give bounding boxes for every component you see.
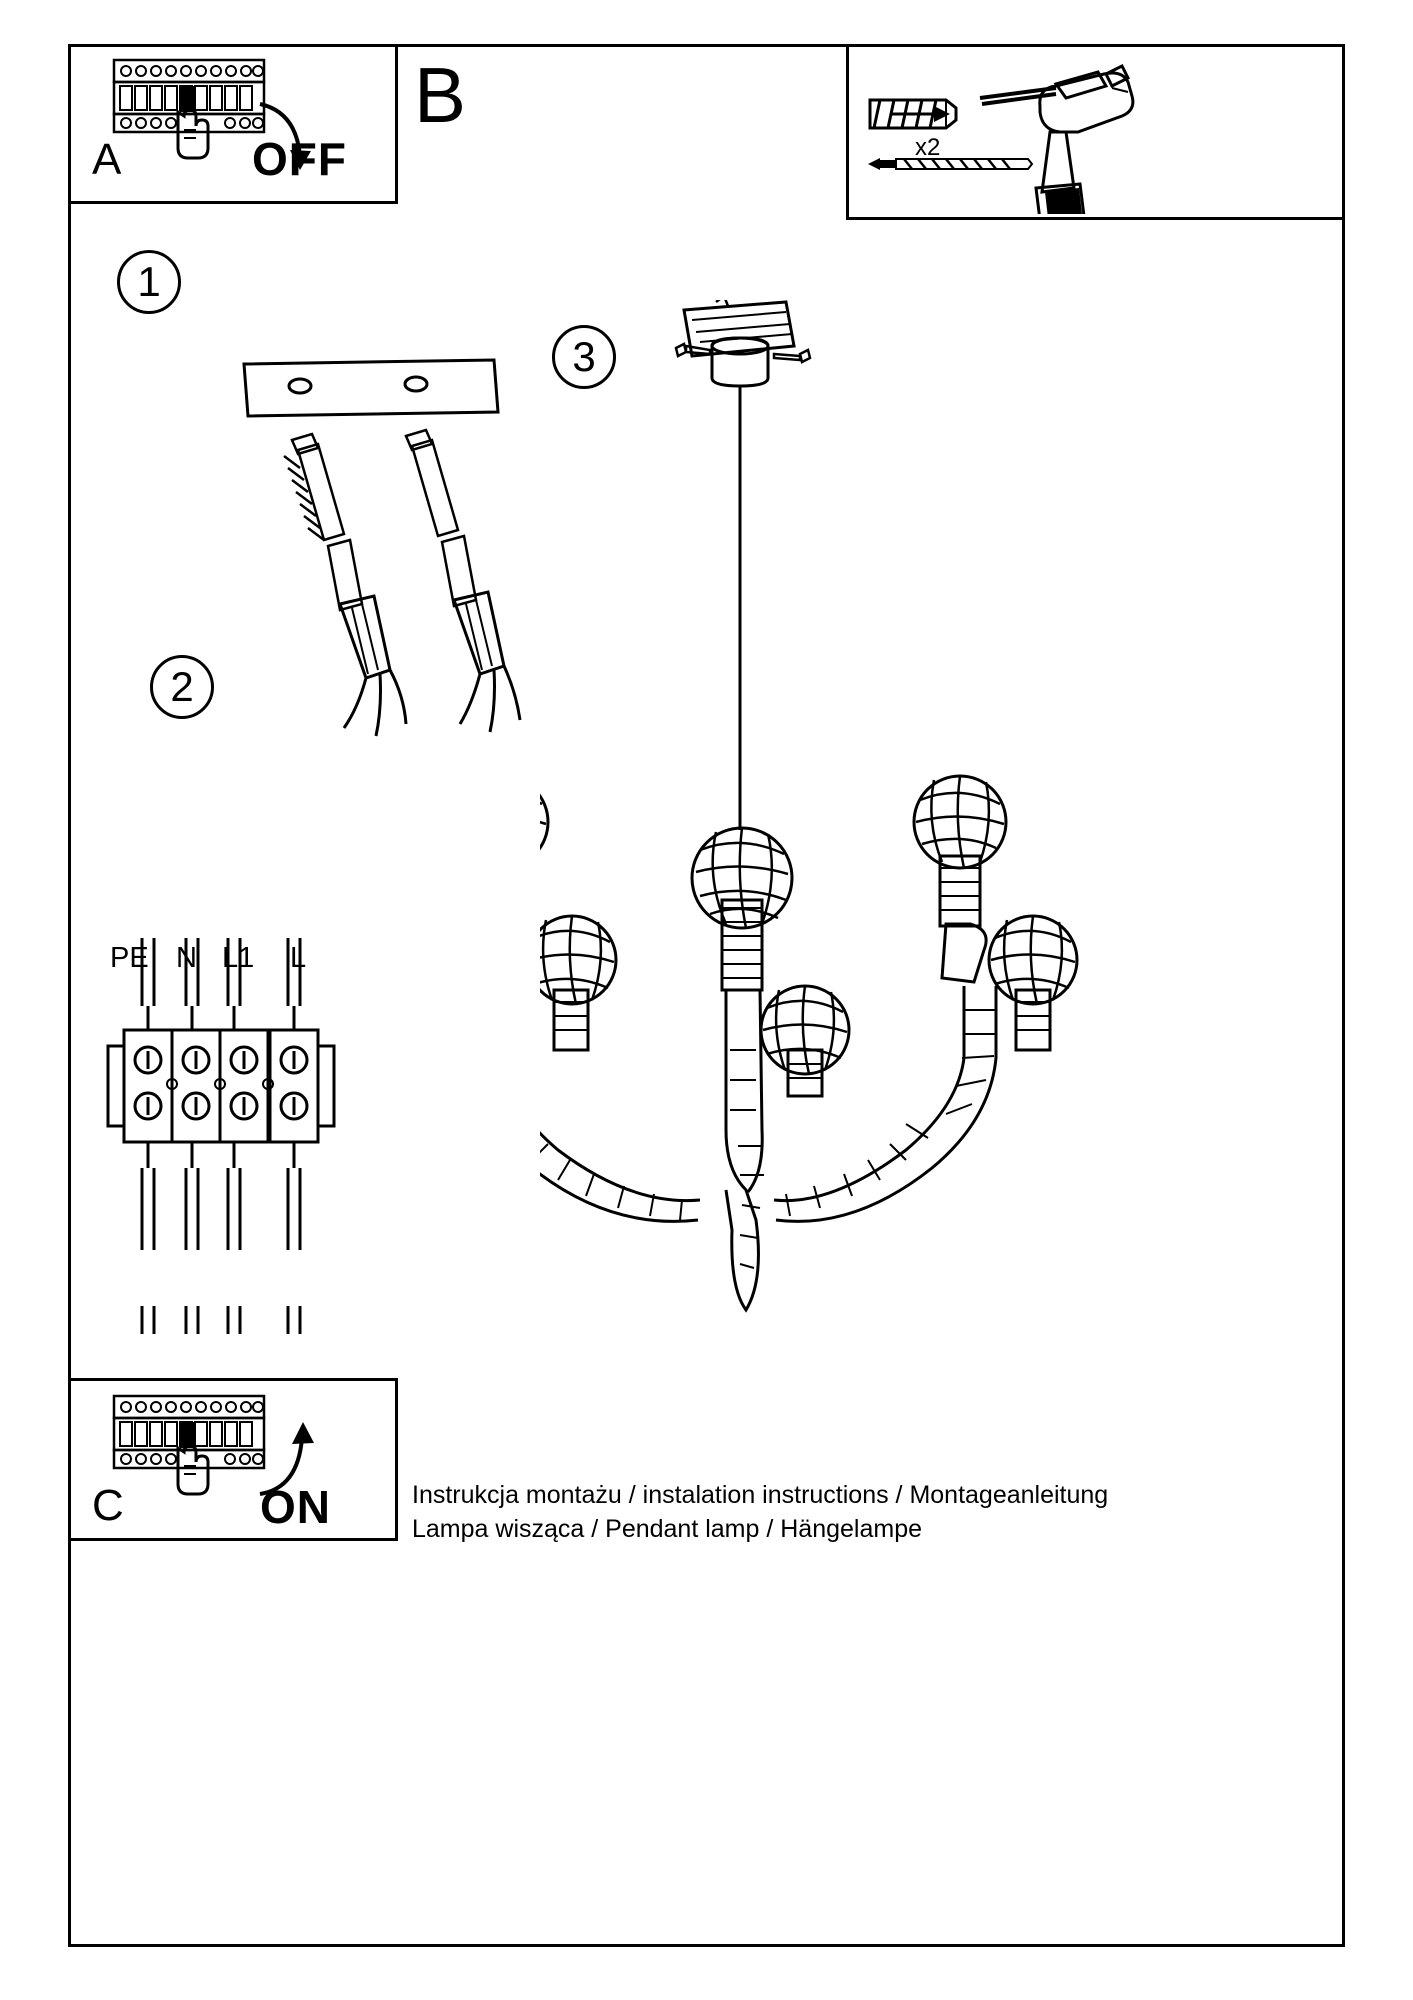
step-c-label: C: [92, 1481, 124, 1530]
terminal-label-top-l: L: [290, 942, 307, 974]
terminal-label-top-n: N: [176, 942, 197, 974]
caption-block: [412, 1478, 1108, 1546]
step-c-action-label: ON: [260, 1481, 331, 1533]
step-3-number: 3: [552, 325, 616, 389]
caption-line-1: Instrukcja montażu / instalation instructions / Montageanleitung: [412, 1481, 1109, 1509]
step-c-illustration: [100, 1388, 400, 1538]
tools-illustration: [860, 52, 1340, 214]
step-1-number: 1: [117, 250, 181, 314]
terminal-label-top-pe: PE: [110, 942, 149, 974]
step-b-label: B: [414, 51, 467, 139]
terminal-label-top-l1: L1: [222, 942, 255, 974]
step-a-action-label: OFF: [252, 133, 347, 185]
step-3-ceiling-mount-illustration: [640, 300, 900, 440]
tools-quantity-label: x2: [915, 134, 941, 161]
step-a-illustration: [100, 52, 400, 202]
caption-line-2: Lampa wisząca / Pendant lamp / Hängelampe: [412, 1515, 923, 1543]
pendant-lamp-illustration: [540, 430, 1320, 1340]
terminal-block-illustration: [100, 920, 430, 1340]
step-a-label: A: [92, 135, 122, 184]
step-2-number: 2: [150, 655, 214, 719]
